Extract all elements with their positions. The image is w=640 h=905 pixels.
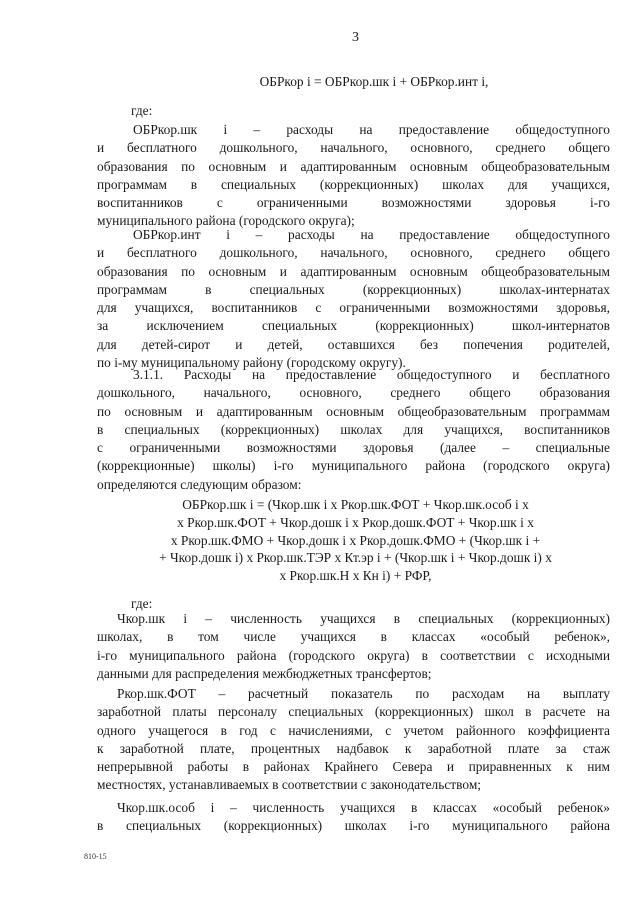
where-label: где: [131,596,153,611]
footer-code: 810-15 [84,852,107,861]
text-line: дошкольного, начального, основного, среднего общего образования [97,385,610,401]
text-line: программам в специальных (коррекционных) школах для учащихся, [97,176,610,192]
formula-line: x Ркор.шк.Н x Кн i) + РФР, [279,568,432,584]
formula-line: x Ркор.шк.ФМО + Чкор.дошк i x Ркор.дошк.ФМО + (Чкор.шк i + [170,532,541,548]
where-label: где: [131,103,153,118]
text-line: и бесплатного дошкольного, начального, основного, среднего общего [97,140,610,156]
text-line: i-го муниципального района (городского округа) в соответствии с исходными [97,647,610,663]
definition-obr-int [97,226,610,372]
main-formula [0,496,640,585]
text-line: заработной платы персоналу специальных (коррекционных) школ в расчете на [97,704,610,720]
text-line: образования по основным и адаптированным основным общеобразовательным [97,263,610,279]
section-3-1-1 [97,366,610,494]
text-line: непрерывной работы в районах Крайнего Севера и приравненных к ним [97,759,610,775]
text-line: Чкор.шк i – численность учащихся в специальных (коррекционных) [117,611,610,626]
text-line: муниципального района (городского округа); [97,213,355,229]
text-line: 3.1.1. Расходы на предоставление общедоступного и бесплатного [133,367,610,382]
definition-chk-osob [97,799,610,836]
text-line: к заработной плате, процентных надбавок к заработной плате за стаж [97,740,610,756]
definition-rkor-fot [97,685,610,795]
text-line: за исключением специальных (коррекционных) школ-интернатов [97,318,610,334]
text-line: одного учащегося в год с начислениями, с учетом районного коэффициента [97,722,610,738]
formula-line: x Ркор.шк.ФОТ + Чкор.дошк i x Ркор.дошк.ФОТ + Чкор.шк i x [177,514,534,530]
text-line: ОБРкор.шк i – расходы на предоставление общедоступного [133,122,610,137]
text-line: Чкор.шк.особ i – численность учащихся в классах «особый ребенок» [117,800,610,815]
page-number: 3 [352,30,359,45]
definition-obr-shk [97,121,610,231]
definition-chk-shk [97,610,610,683]
formula-line: ОБРкор.шк i = (Чкор.шк i x Ркор.шк.ФОТ + Чкор.шк.особ i x [182,497,529,512]
text-line: по i-му муниципальному району (городскому округу). [97,355,406,371]
text-line: и бесплатного дошкольного, начального, основного, среднего общего [97,245,610,261]
text-line: данными для распределения межбюджетных трансфертов; [97,665,432,681]
text-line: по основным и адаптированным основным общеобразовательным программам [97,403,610,419]
formula-line: + Чкор.дошк i) x Ркор.шк.ТЭР x Кт.эр i + (Чкор.шк i + Чкор.дошк i) x [159,550,552,566]
text-line: для учащихся, воспитанников с ограниченными возможностями здоровья, [97,300,610,316]
text-line: образования по основным и адаптированным основным общеобразовательным [97,158,610,174]
text-line: Ркор.шк.ФОТ – расчетный показатель по расходам на выплату [117,686,610,701]
text-line: программам в специальных (коррекционных) школах-интернатах [97,281,610,297]
text-line: определяются следующим образом: [97,476,302,492]
text-line: местностях, устанавливаемых в соответствии с законодательством; [97,777,482,793]
text-line: для детей-сирот и детей, оставшихся без попечения родителей, [97,336,610,352]
text-line: (коррекционные) школы) i-го муниципального района (городского округа) [97,458,610,474]
text-line: с ограниченными возможностями здоровья (далее – специальные [97,440,610,456]
top-formula: ОБРкор i = ОБРкор.шк i + ОБРкор.инт i, [259,74,489,89]
text-line: школах, в том числе учащихся в классах «особый ребенок», [97,629,610,645]
text-line: в специальных (коррекционных) школах i-го муниципального района [97,818,610,834]
text-line: ОБРкор.инт i – расходы на предоставление общедоступного [133,227,610,242]
text-line: воспитанников с ограниченными возможностями здоровья i-го [97,195,610,211]
text-line: в специальных (коррекционных) школах для учащихся, воспитанников [97,421,610,437]
